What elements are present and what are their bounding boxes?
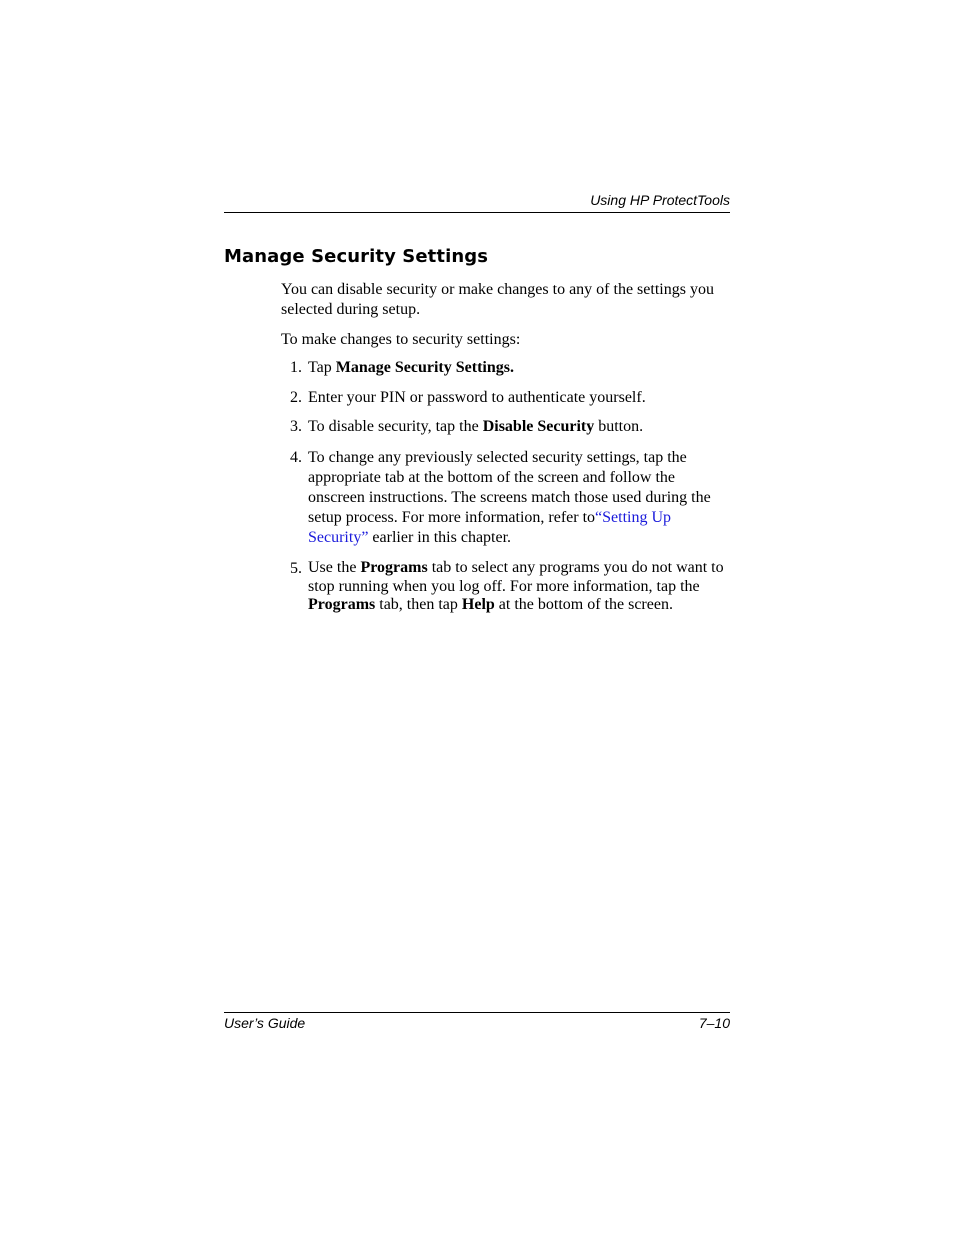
page-number: 7–10 [698, 1015, 730, 1031]
step-number: 3. [290, 418, 302, 435]
footer-guide-title: User’s Guide [224, 1015, 306, 1031]
running-head: Using HP ProtectTools [590, 192, 730, 208]
section-title: Manage Security Settings [224, 246, 489, 267]
step-text-part: Tap [308, 359, 336, 376]
ui-term: Programs [308, 596, 376, 613]
step-2 [281, 388, 731, 408]
setting-up-security-link[interactable]: “Setting Up Security” [308, 509, 672, 546]
ui-term: Programs [360, 559, 428, 576]
step-text-part: tab to select any programs you do not want to stop running when you log off. For more information, tap the [308, 559, 724, 595]
header-rule [224, 212, 730, 213]
ui-term: Help [461, 596, 495, 613]
step-text-part: tab, then tap [375, 596, 462, 613]
ui-term: Manage Security Settings. [335, 359, 514, 376]
step-5 [281, 559, 731, 615]
step-text-part: earlier in this chapter. [368, 529, 512, 546]
step-number: 1. [290, 359, 302, 376]
step-number: 5. [290, 560, 302, 577]
step-number: 2. [290, 389, 302, 406]
step-text [308, 448, 731, 548]
step-text: Enter your PIN or password to authenticate yourself. [308, 389, 646, 406]
step-text-part: To change any previously selected security settings, tap the appropriate tab at the bottom of the screen and follow the onscreen instructions. The screens match those used during the setup process. For more information, refer to [308, 449, 711, 526]
step-4 [281, 448, 731, 548]
step-text-part: button. [594, 418, 644, 435]
step-text-part: To disable security, tap the [308, 418, 483, 435]
intro-paragraph: You can disable security or make changes to any of the settings you selected during setup. [281, 281, 714, 318]
step-text [308, 358, 731, 378]
ui-term: Disable Security [482, 418, 595, 435]
step-number: 4. [290, 449, 302, 466]
step-1 [281, 358, 731, 378]
step-3 [281, 417, 731, 437]
step-text-part: Use the [308, 559, 361, 576]
step-text [308, 559, 731, 615]
step-text [308, 417, 731, 437]
steps-lead: To make changes to security settings: [281, 331, 521, 348]
step-text-part: at the bottom of the screen. [494, 596, 673, 613]
